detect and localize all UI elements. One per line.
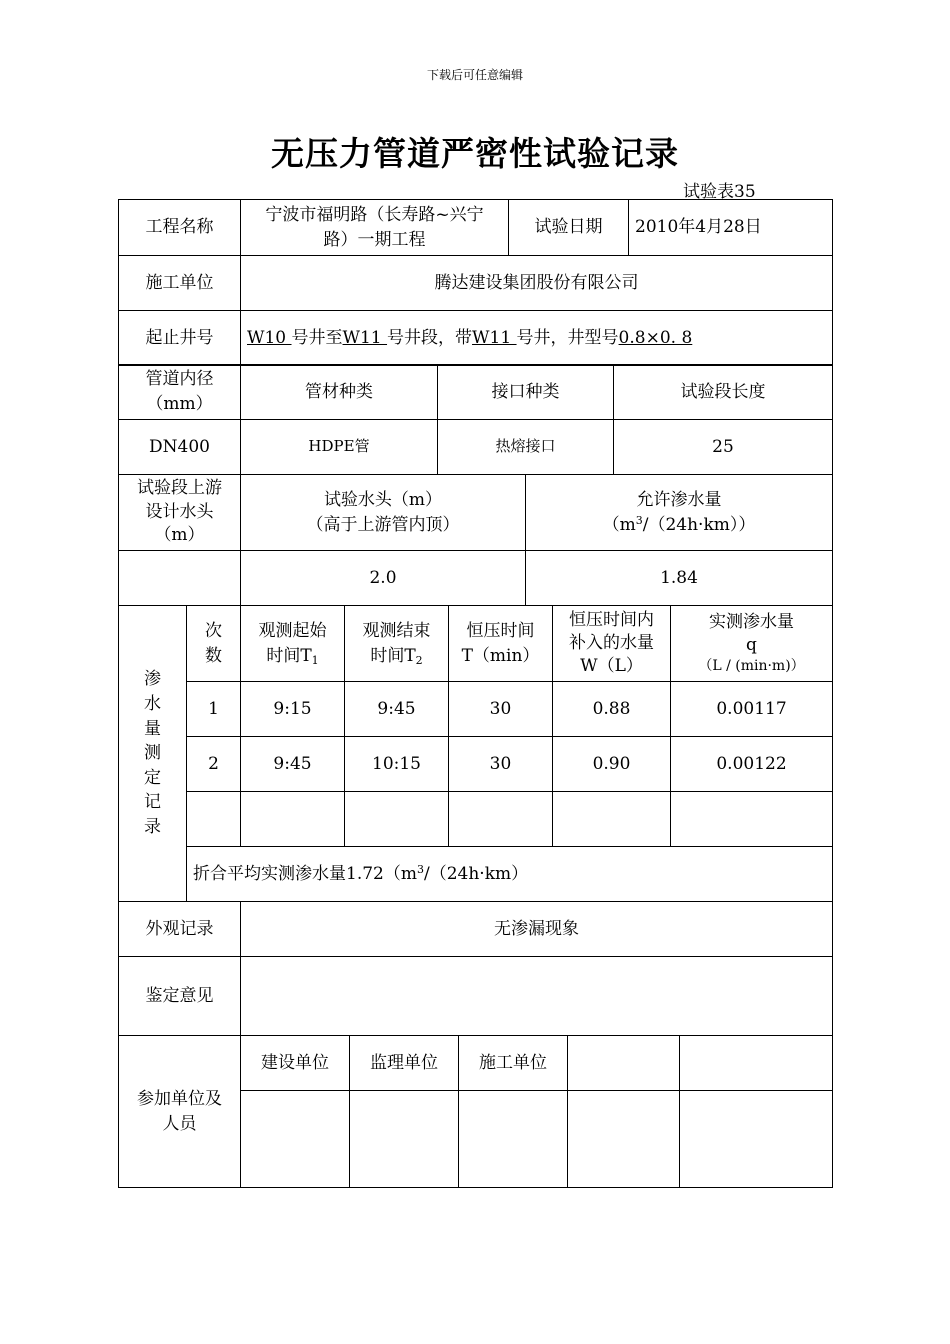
col-duration-header: 恒压时间 T（min） [449, 606, 553, 682]
pipe-diameter-label-1: 管道内径 [145, 369, 214, 390]
project-name-line-2: 路）一期工程 [323, 229, 426, 250]
side-char: 测 [144, 743, 161, 764]
side-char: 渗 [144, 669, 161, 690]
row-seepage: 0.00117 [671, 682, 833, 737]
seepage-side-label [119, 606, 187, 902]
extra-signature-2 [680, 1091, 833, 1188]
well-with: W11 [472, 327, 517, 348]
appearance-value: 无渗漏现象 [241, 902, 833, 957]
test-length-label: 试验段长度 [614, 365, 833, 420]
extra-header-1 [568, 1036, 680, 1091]
row-end-time: 9:45 [345, 682, 449, 737]
side-char: 记 [144, 792, 161, 813]
allowed-seepage-value: 1.84 [526, 551, 833, 606]
pipe-diameter-value: DN400 [119, 420, 241, 475]
joint-type-value: 热熔接口 [438, 420, 614, 475]
row-start-time [241, 792, 345, 847]
side-char: 录 [144, 817, 161, 838]
col-number-header: 次 数 [187, 606, 241, 682]
opinion-value [241, 957, 833, 1036]
allowed-seepage-label-2: $(m^3/(24h\cdot km))$ [602, 513, 756, 535]
row-water: 0.88 [553, 682, 671, 737]
well-range-label: 起止井号 [119, 311, 241, 366]
table-row [119, 792, 833, 847]
builder-header: 施工单位 [459, 1036, 568, 1091]
row-duration: 30 [449, 682, 553, 737]
supervisor-signature [350, 1091, 459, 1188]
parties-label-2: 人员 [162, 1113, 197, 1134]
allowed-seepage-label-1: 允许渗水量 [636, 489, 722, 510]
upstream-head-label-3: （m） [154, 525, 205, 546]
col-start-time-header: 观测起始 时间$T_1$ [241, 606, 345, 682]
pipe-diameter-label-2: （mm） [146, 394, 213, 414]
joint-type-label: 接口种类 [438, 365, 614, 420]
parties-label-1: 参加单位及 [137, 1088, 222, 1109]
row-number: 2 [187, 737, 241, 792]
test-head-label [241, 475, 526, 551]
pipe-info-table [118, 364, 833, 475]
well-text-1: 号井至 [291, 327, 343, 348]
pipe-material-label: 管材种类 [241, 365, 438, 420]
row-duration [449, 792, 553, 847]
row-number [187, 792, 241, 847]
parties-label [119, 1036, 241, 1188]
row-end-time: 10:15 [345, 737, 449, 792]
pipe-material-value: HDPE管 [241, 420, 438, 475]
appearance-label: 外观记录 [119, 902, 241, 957]
col-seepage-header: 实测渗水量 q （L / (min·m)） [671, 606, 833, 682]
row-start-time: 9:15 [241, 682, 345, 737]
project-name-value [241, 200, 509, 256]
col-water-header: 恒压时间内 补入的水量 W（L） [553, 606, 671, 682]
row-end-time [345, 792, 449, 847]
test-date-label: 试验日期 [509, 200, 629, 256]
side-char: 定 [144, 767, 161, 788]
supervisor-header: 监理单位 [350, 1036, 459, 1091]
extra-header-2 [680, 1036, 833, 1091]
opinion-label: 鉴定意见 [119, 957, 241, 1036]
page-title: 无压力管道严密性试验记录 [271, 134, 679, 173]
project-name-label: 工程名称 [119, 200, 241, 256]
extra-signature-1 [568, 1091, 680, 1188]
row-seepage: 0.00122 [671, 737, 833, 792]
test-date-value: 2010年4月28日 [629, 200, 833, 256]
well-to: W11 [342, 327, 388, 348]
well-text-2: 号井段，带 [387, 327, 473, 348]
contractor-value: 腾达建设集团股份有限公司 [241, 256, 833, 311]
upstream-head-value [119, 551, 241, 606]
row-seepage [671, 792, 833, 847]
row-start-time: 9:45 [241, 737, 345, 792]
upstream-head-label [119, 475, 241, 551]
seepage-record-table [118, 605, 833, 902]
owner-header: 建设单位 [241, 1036, 350, 1091]
row-water: 0.90 [553, 737, 671, 792]
test-head-label-2: （高于上游管内顶） [306, 514, 460, 535]
appearance-table [118, 901, 833, 1036]
form-number: 试验表35 [683, 182, 756, 202]
water-head-table [118, 474, 833, 606]
side-char: 水 [144, 693, 161, 714]
test-length-value: 25 [614, 420, 833, 475]
row-duration: 30 [449, 737, 553, 792]
owner-signature [241, 1091, 350, 1188]
test-head-value: 2.0 [241, 551, 526, 606]
upstream-head-label-1: 试验段上游 [137, 477, 222, 498]
parties-table [118, 1035, 833, 1188]
well-from: W10 [247, 327, 292, 348]
side-char: 量 [144, 718, 161, 739]
average-seepage: 折合平均实测渗水量$1.72(m^3/(24h\cdot km)$ [187, 847, 833, 902]
well-type: 0.8×0. 8 [618, 327, 693, 348]
row-water [553, 792, 671, 847]
header-note: 下载后可任意编辑 [426, 68, 523, 82]
row-number: 1 [187, 682, 241, 737]
col-end-time-header: 观测结束 时间$T_2$ [345, 606, 449, 682]
project-name-line-1: 宁波市福明路（长寿路~兴宁 [265, 204, 484, 225]
test-head-label-1: 试验水头（m） [323, 489, 443, 510]
allowed-seepage-label [526, 475, 833, 551]
builder-signature [459, 1091, 568, 1188]
project-info-table [118, 199, 833, 366]
pipe-diameter-label [119, 365, 241, 420]
well-range-value [241, 311, 833, 366]
upstream-head-label-2: 设计水头 [145, 501, 214, 522]
table-row [119, 682, 833, 737]
table-row [119, 737, 833, 792]
contractor-label: 施工单位 [119, 256, 241, 311]
well-text-3: 号井，井型号 [516, 327, 619, 348]
